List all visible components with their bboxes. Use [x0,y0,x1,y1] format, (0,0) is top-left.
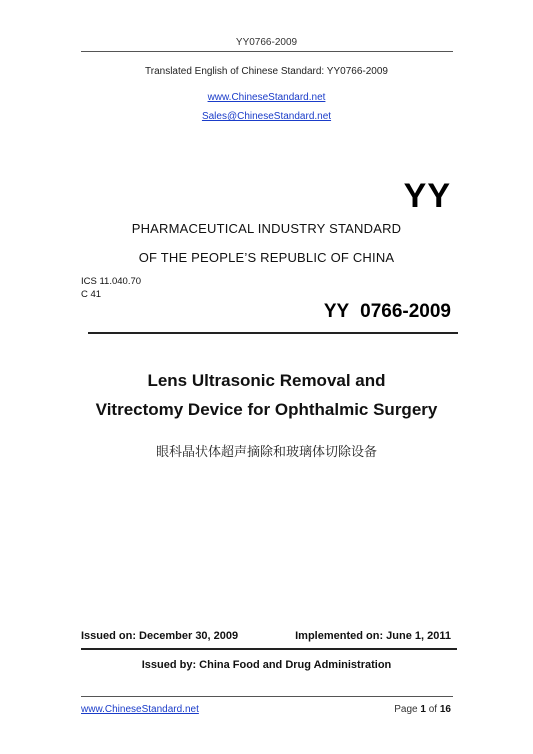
standard-type-line1: PHARMACEUTICAL INDUSTRY STANDARD [131,221,402,236]
header-email-row [0,106,533,124]
title-divider [88,332,458,334]
issuing-authority: Issued by: China Food and Drug Administration [141,659,392,671]
implemented-on-date: Implemented on: June 1, 2011 [295,630,451,642]
classification-block [81,275,141,301]
page-total: 16 [439,704,451,715]
document-number: YY 0766-2009 [323,301,451,322]
page-current: 1 [420,704,426,715]
page-indicator [394,704,451,715]
website-link[interactable]: www.ChineseStandard.net [207,92,326,103]
translated-note: Translated English of Chinese Standard: YY0766-2009 [145,66,388,77]
issued-on-date: Issued on: December 30, 2009 [81,630,239,642]
chinese-title: 眼科晶状体超声摘除和玻璃体切除设备 [155,445,377,460]
email-link[interactable]: Sales@ChineseStandard.net [201,111,332,122]
header-code: YY0766-2009 [235,37,298,48]
document-title-line1: Lens Ultrasonic Removal and [147,371,386,390]
ics-code: ICS 11.040.70 [81,276,142,287]
dates-divider [81,648,457,650]
ccs-code: C 41 [81,289,102,300]
header-divider [81,51,453,52]
footer-divider [81,696,453,697]
standard-type-line2: OF THE PEOPLE’S REPUBLIC OF CHINA [138,250,395,265]
page-prefix: Page [394,704,418,715]
footer-website-link[interactable]: www.ChineseStandard.net [81,704,199,715]
header-website-row [0,87,533,105]
page-of: of [428,704,438,715]
standard-mark: YY [403,177,451,215]
document-title-line2: Vitrectomy Device for Ophthalmic Surgery [95,400,438,419]
